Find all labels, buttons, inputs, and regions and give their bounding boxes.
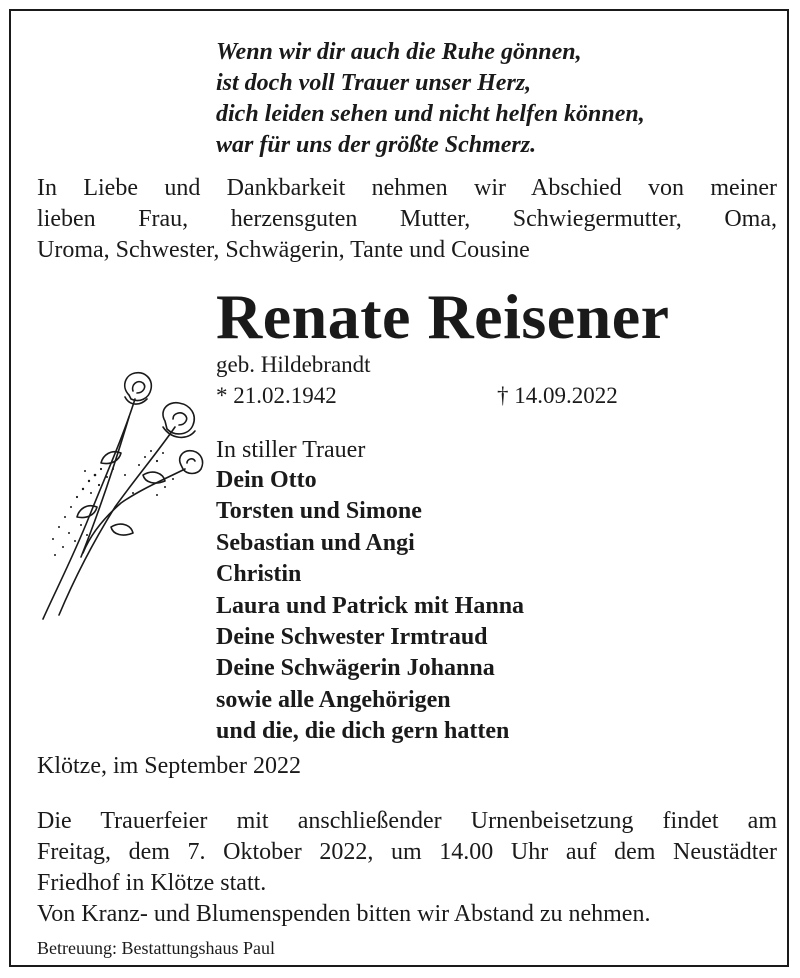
survivor-item: Torsten und Simone [216, 498, 422, 525]
mourning-label: In stiller Trauer [216, 437, 366, 463]
roses-illustration-icon [25, 357, 205, 625]
survivor-item: Dein Otto [216, 467, 317, 493]
survivor-item: Sebastian und Angi [216, 529, 415, 556]
intro-line: lieben Frau, herzensguten Mutter, Schwiegermutter, Oma, [37, 206, 777, 232]
intro-line: Uroma, Schwester, Schwägerin, Tante und Cousine [37, 237, 530, 263]
death-date: † 14.09.2022 [497, 383, 618, 408]
donation-note: Von Kranz- und Blumenspenden bitten wir Abstand zu nehmen. [37, 901, 651, 927]
poem-line: war für uns der größte Schmerz. [216, 132, 537, 158]
birth-date: * 21.02.1942 [216, 383, 337, 408]
survivor-item: und die, die dich gern hatten [216, 718, 510, 745]
undertaker-credit: Betreuung: Bestattungshaus Paul [37, 938, 275, 958]
survivor-item: Deine Schwägerin Johanna [216, 655, 495, 682]
poem-line: Wenn wir dir auch die Ruhe gönnen, [216, 39, 582, 65]
survivors-list [216, 465, 524, 748]
poem-line: dich leiden sehen und nicht helfen können, [216, 101, 645, 127]
funeral-service-info [37, 806, 777, 930]
deceased-name: Renate Reisener [216, 281, 670, 352]
poem-line: ist doch voll Trauer unser Herz, [216, 70, 532, 96]
obituary-notice [9, 9, 789, 967]
service-line: Freitag, dem 7. Oktober 2022, um 14.00 Uhr auf dem Neustädter [37, 839, 777, 865]
birth-name: geb. Hildebrandt [216, 352, 371, 377]
survivor-item: Christin [216, 561, 302, 588]
survivor-item: Deine Schwester Irmtraud [216, 624, 488, 651]
survivor-item: Laura und Patrick mit Hanna [216, 592, 525, 619]
survivor-item: sowie alle Angehörigen [216, 686, 451, 713]
service-line: Die Trauerfeier mit anschließender Urnenbeisetzung findet am [37, 808, 777, 834]
intro-line: In Liebe und Dankbarkeit nehmen wir Abschied von meiner [37, 175, 777, 201]
poem [216, 37, 786, 161]
intro-text [37, 173, 777, 266]
place-and-date: Klötze, im September 2022 [37, 753, 301, 779]
service-line: Friedhof in Klötze statt. [37, 870, 267, 896]
